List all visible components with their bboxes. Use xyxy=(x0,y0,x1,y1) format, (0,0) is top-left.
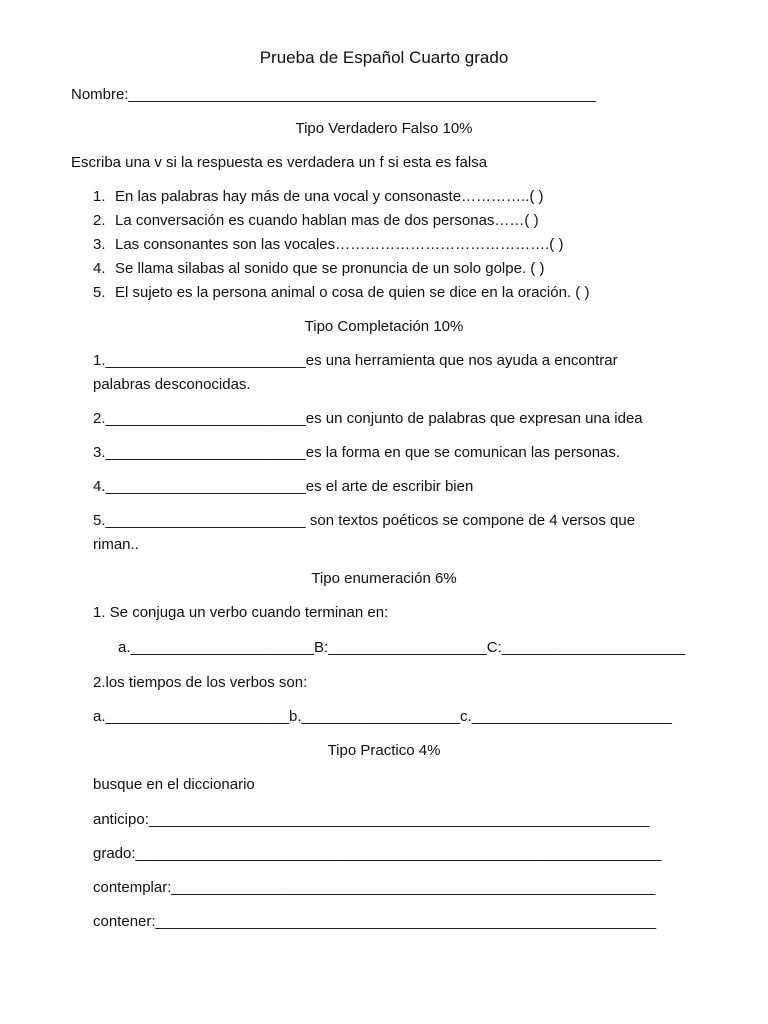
item-number: 4. xyxy=(93,260,106,277)
true-false-item xyxy=(93,285,589,300)
section-completion-heading: Tipo Completación 10% xyxy=(304,318,464,335)
true-false-item xyxy=(93,261,544,276)
section-practical-heading: Tipo Practico 4% xyxy=(327,742,441,759)
completion-question-1: 1.________________________es una herramienta que nos ayuda a encontrar xyxy=(93,352,618,369)
enumeration-question-1: 1. Se conjuga un verbo cuando terminan en: xyxy=(93,604,389,621)
item-number: 2. xyxy=(93,212,106,229)
enumeration-question-2: 2.los tiempos de los verbos son: xyxy=(93,674,308,691)
true-false-item xyxy=(93,189,544,204)
item-text: Se llama silabas al sonido que se pronuncia de un solo golpe. ( ) xyxy=(115,260,545,277)
item-text: La conversación es cuando hablan mas de dos personas……( ) xyxy=(115,212,539,229)
completion-question-5: 5.________________________ son textos poéticos se compone de 4 versos que xyxy=(93,512,636,529)
item-number: 5. xyxy=(93,284,106,301)
dictionary-word-line: grado:_______________________________________________________________ xyxy=(93,845,662,862)
true-false-item xyxy=(93,237,563,252)
item-number: 1. xyxy=(93,188,106,205)
name-line: Nombre:________________________________________________________ xyxy=(71,86,596,103)
completion-question-2: 2.________________________es un conjunto de palabras que expresan una idea xyxy=(93,410,643,427)
dictionary-word-line: contemplar:__________________________________________________________ xyxy=(93,879,656,896)
completion-question-4: 4.________________________es el arte de escribir bien xyxy=(93,478,474,495)
true-false-item xyxy=(93,213,539,228)
section-true-false-heading: Tipo Verdadero Falso 10% xyxy=(295,120,473,137)
item-text: El sujeto es la persona animal o cosa de quien se dice en la oración. ( ) xyxy=(115,284,590,301)
true-false-instruction: Escriba una v si la respuesta es verdadera un f si esta es falsa xyxy=(71,154,488,171)
dictionary-word-line: anticipo:____________________________________________________________ xyxy=(93,811,650,828)
completion-question-1-continued: palabras desconocidas. xyxy=(93,376,251,393)
enumeration-answers-2: a.______________________b.___________________c.________________________ xyxy=(93,708,672,725)
practical-instruction: busque en el diccionario xyxy=(93,776,255,793)
item-text: Las consonantes son las vocales…………………………………….( ) xyxy=(115,236,564,253)
completion-question-3: 3.________________________es la forma en que se comunican las personas. xyxy=(93,444,621,461)
enumeration-answers-1: a.______________________B:___________________C:______________________ xyxy=(118,639,686,656)
item-text: En las palabras hay más de una vocal y consonaste…………..( ) xyxy=(115,188,544,205)
page-title: Prueba de Español Cuarto grado xyxy=(259,48,509,67)
item-number: 3. xyxy=(93,236,106,253)
completion-question-5-continued: riman.. xyxy=(93,536,139,553)
dictionary-word-line: contener:____________________________________________________________ xyxy=(93,913,657,930)
section-enumeration-heading: Tipo enumeración 6% xyxy=(311,570,457,587)
